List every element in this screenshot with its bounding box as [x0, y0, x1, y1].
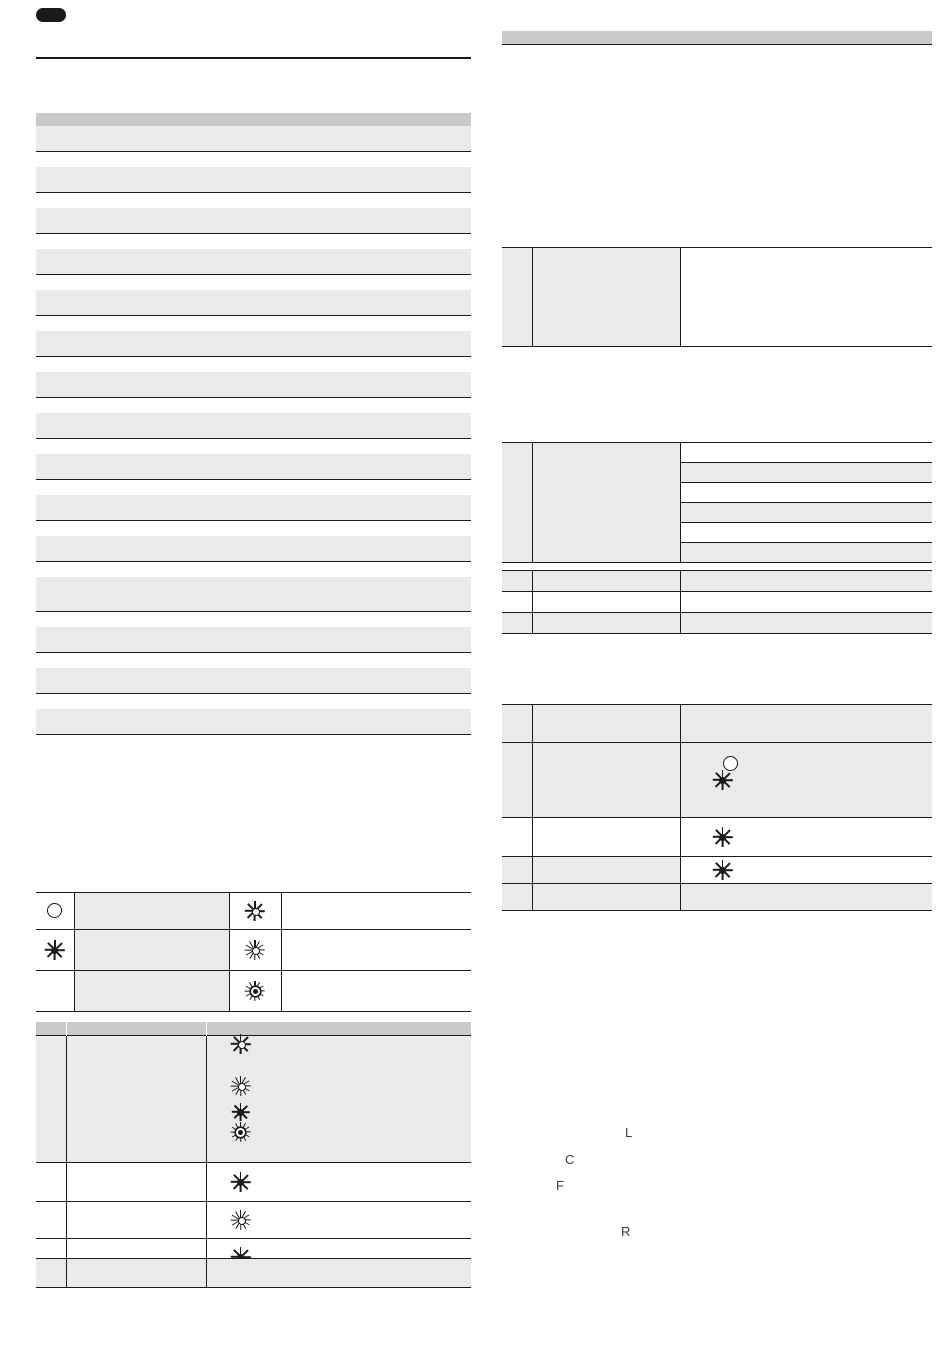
- table-row: [36, 413, 471, 438]
- block-b-value-cell: [680, 523, 932, 543]
- led-blink-fast-icon: [206, 1202, 471, 1239]
- led-blink-bold-icon: [680, 857, 932, 884]
- led-pulse-ring-icon: [229, 971, 281, 1012]
- led-status-table: [36, 1022, 471, 1276]
- legend-row: [36, 971, 471, 1012]
- status-label-cell: [66, 1036, 206, 1163]
- block-d-cell-2: [532, 818, 680, 857]
- block-d-cell-3: [680, 705, 932, 743]
- row-gap: [36, 398, 471, 413]
- block-c-cell-1: [502, 571, 532, 592]
- led-off-icon: [723, 756, 933, 780]
- block-a-cell-1: [502, 248, 532, 347]
- block-b-value-cell: [680, 443, 932, 463]
- block-b-value-cell: [680, 543, 932, 563]
- led-blink-fast-icon: [229, 930, 281, 971]
- stray-letter-l: L: [625, 1125, 633, 1140]
- header-cell-1: [36, 113, 100, 126]
- table-row: [502, 705, 932, 743]
- led-on-icon: [723, 780, 933, 804]
- block-b-value-cell: [680, 483, 932, 503]
- led-on-icon: [36, 930, 74, 971]
- right-block-b-table: [502, 442, 932, 563]
- table-row: [36, 126, 471, 151]
- block-b-value-cell: [680, 463, 932, 483]
- block-d-cell-2: [532, 857, 680, 884]
- status-row: [36, 1036, 471, 1163]
- table-row: [502, 743, 932, 818]
- status-id-cell: [36, 1163, 66, 1202]
- header-cell-1: [502, 31, 532, 44]
- block-c-cell-2: [532, 613, 680, 634]
- block-d-cell-1: [502, 705, 532, 743]
- footer-cell-2: [66, 1259, 206, 1288]
- block-d-cell-1: [502, 818, 532, 857]
- status-id-cell: [36, 1036, 66, 1163]
- led-blink-icon: [206, 1163, 471, 1202]
- table-row: [502, 613, 932, 634]
- row-gap: [36, 316, 471, 331]
- row-gap: [36, 480, 471, 495]
- block-a-cell-3: [680, 248, 932, 347]
- row-gap: [36, 694, 471, 709]
- header-cell-3: [680, 31, 932, 44]
- block-d-cell-2: [532, 884, 680, 911]
- header-cell-3: [168, 113, 471, 126]
- table-row: [36, 208, 471, 233]
- row-gap: [36, 562, 471, 577]
- row-gap: [36, 234, 471, 249]
- status-row: [36, 1163, 471, 1202]
- table-row: [36, 709, 471, 734]
- led-blink-icon: [229, 893, 281, 930]
- block-d-cell-1: [502, 857, 532, 884]
- block-d-cell-2: [532, 705, 680, 743]
- row-divider: [502, 44, 932, 45]
- row-gap: [36, 653, 471, 668]
- legend-row: [36, 930, 471, 971]
- header-rule-divider: [36, 57, 471, 59]
- row-gap: [36, 357, 471, 372]
- block-c-cell-3: [680, 571, 932, 592]
- led-blink-fast-icon: [241, 1086, 472, 1112]
- table-row: [502, 443, 932, 463]
- led-on-icon: [241, 1112, 472, 1132]
- block-d-cell-3: [680, 884, 932, 911]
- header-cell-3: [206, 1022, 471, 1036]
- header-cell-1: [36, 1022, 66, 1036]
- footer-cell-3: [206, 1259, 471, 1288]
- table-row: [36, 454, 471, 479]
- block-c-cell-3: [680, 592, 932, 613]
- block-c-cell-2: [532, 592, 680, 613]
- corner-mark-icon: [36, 8, 66, 22]
- table-row: [36, 331, 471, 356]
- legend-text: [74, 971, 229, 1012]
- header-cell-2: [532, 31, 680, 44]
- right-block-c-table: [502, 570, 932, 634]
- led-blink-icon: [680, 818, 932, 857]
- table-row: [36, 1259, 471, 1288]
- led-off-icon: [36, 893, 74, 930]
- status-id-cell: [36, 1202, 66, 1239]
- legend-text: [74, 893, 229, 930]
- table-header-row: [36, 1022, 471, 1036]
- table-row: [36, 627, 471, 652]
- block-d-cell-1: [502, 884, 532, 911]
- header-cell-2: [66, 1022, 206, 1036]
- left-specification-table: [36, 113, 471, 735]
- led-blink-icon: [241, 1044, 472, 1074]
- led-legend-table: [36, 892, 471, 1012]
- stray-letter-c: C: [565, 1152, 575, 1167]
- block-d-cell-1: [502, 743, 532, 818]
- row-gap: [36, 193, 471, 208]
- row-divider: [36, 734, 471, 735]
- table-row: [502, 857, 932, 884]
- right-top-header-table: [502, 31, 932, 45]
- block-a-cell-2: [532, 248, 680, 347]
- legend-text: [74, 930, 229, 971]
- block-d-cell-2: [532, 743, 680, 818]
- status-label-cell: [66, 1202, 206, 1239]
- block-c-cell-2: [532, 571, 680, 592]
- row-gap: [36, 275, 471, 290]
- table-row: [36, 167, 471, 192]
- row-gap: [36, 439, 471, 454]
- table-row: [36, 290, 471, 315]
- right-block-a-table: [502, 247, 932, 347]
- status-indicator-stack: [206, 1036, 471, 1163]
- table-row: [502, 592, 932, 613]
- status-row: [36, 1202, 471, 1239]
- block-b-id-cell: [502, 443, 532, 563]
- legend-empty-cell: [36, 971, 74, 1012]
- table-header-row: [502, 31, 932, 44]
- left-footer-table: [36, 1258, 471, 1288]
- stray-letter-f: F: [556, 1178, 564, 1193]
- status-label-cell: [66, 1163, 206, 1202]
- header-cell-2: [100, 113, 168, 126]
- row-gap: [36, 152, 471, 167]
- table-row: [502, 884, 932, 911]
- block-b-label-cell: [532, 443, 680, 563]
- legend-text: [281, 971, 471, 1012]
- table-row: [502, 818, 932, 857]
- table-row: [502, 571, 932, 592]
- table-row: [36, 536, 471, 561]
- legend-text: [281, 930, 471, 971]
- block-d-indicator-stack: [680, 743, 932, 818]
- table-row: [36, 249, 471, 274]
- row-gap: [36, 521, 471, 536]
- table-header-row: [36, 113, 471, 126]
- footer-cell-1: [36, 1259, 66, 1288]
- table-row: [36, 668, 471, 693]
- row-gap: [36, 612, 471, 627]
- block-b-value-cell: [680, 503, 932, 523]
- legend-text: [281, 893, 471, 930]
- block-c-cell-1: [502, 613, 532, 634]
- table-row: [36, 372, 471, 397]
- table-row: [36, 577, 471, 611]
- block-c-cell-3: [680, 613, 932, 634]
- block-c-cell-1: [502, 592, 532, 613]
- table-row: [36, 495, 471, 520]
- table-row: [502, 248, 932, 347]
- led-pulse-ring-icon: [241, 1132, 472, 1154]
- stray-letter-r: R: [621, 1224, 631, 1239]
- legend-row: [36, 893, 471, 930]
- right-block-d-table: [502, 704, 932, 911]
